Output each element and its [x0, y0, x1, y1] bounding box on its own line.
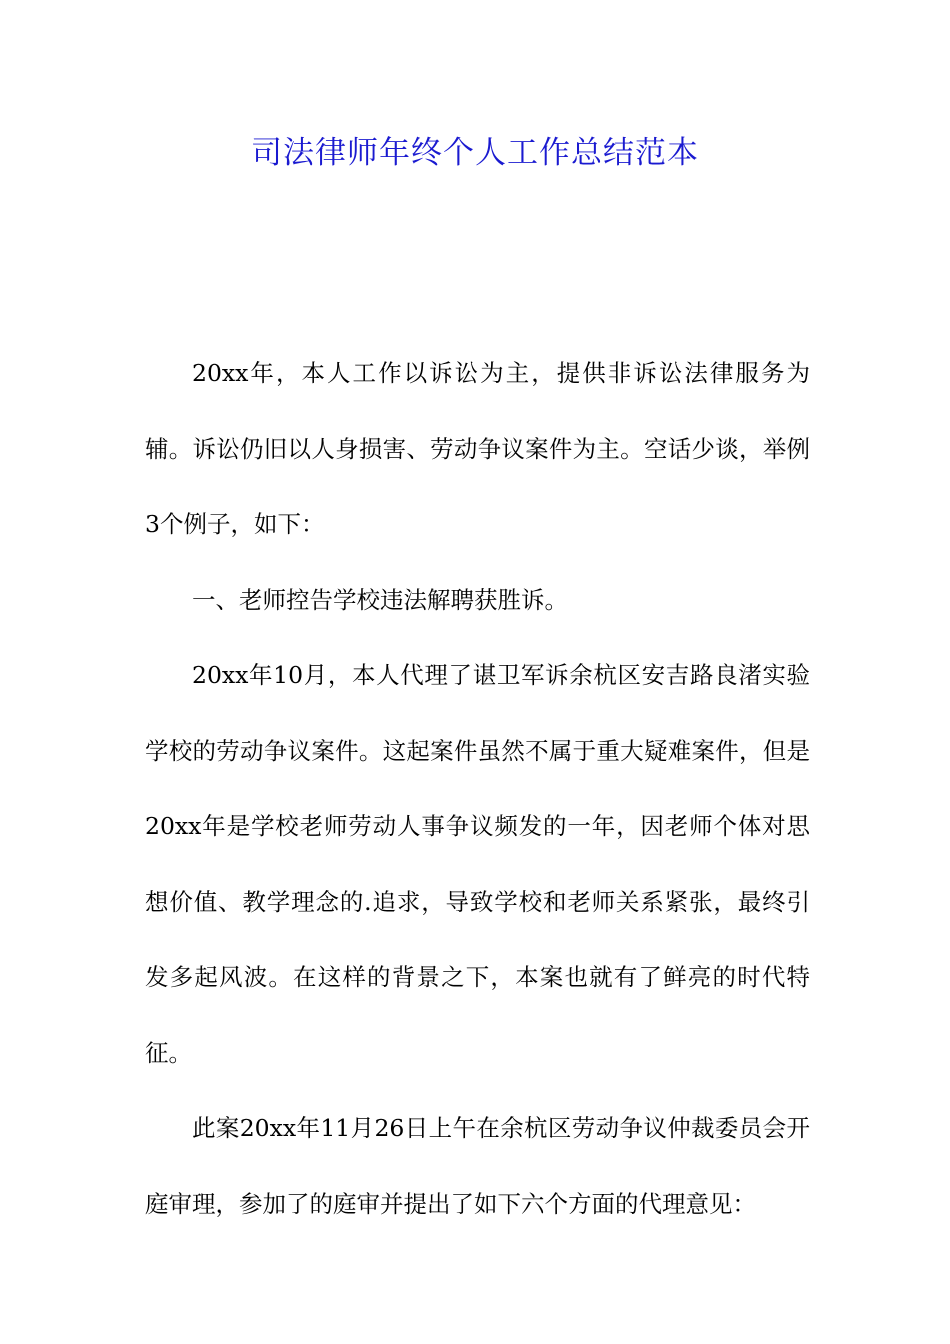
paragraph-heading-one: 一、老师控告学校违法解聘获胜诉。 — [192, 585, 568, 614]
document-body — [145, 336, 810, 1242]
paragraph-intro: 20xx年，本人工作以诉讼为主，提供非诉讼法律服务为辅。诉讼仍旧以人身损害、劳动争议案件为主。空话少谈，举例3个例子，如下： — [145, 359, 810, 538]
paragraph-hearing: 此案20xx年11月26日上午在余杭区劳动争议仲裁委员会开庭审理，参加了的庭审并提出了如下六个方面的代理意见： — [145, 1114, 810, 1218]
document-title: 司法律师年终个人工作总结范本 — [251, 135, 699, 171]
paragraph-case-background: 20xx年10月，本人代理了谌卫军诉余杭区安吉路良渚实验学校的劳动争议案件。这起案件虽然不属于重大疑难案件，但是20xx年是学校老师劳动人事争议频发的一年，因老师个体对思想价值、教学理念的.追求，导致学校和老师关系紧张，最终引发多起风波。在这样的背景之下，本案也就有了鲜亮的时代特征。 — [145, 661, 810, 1067]
